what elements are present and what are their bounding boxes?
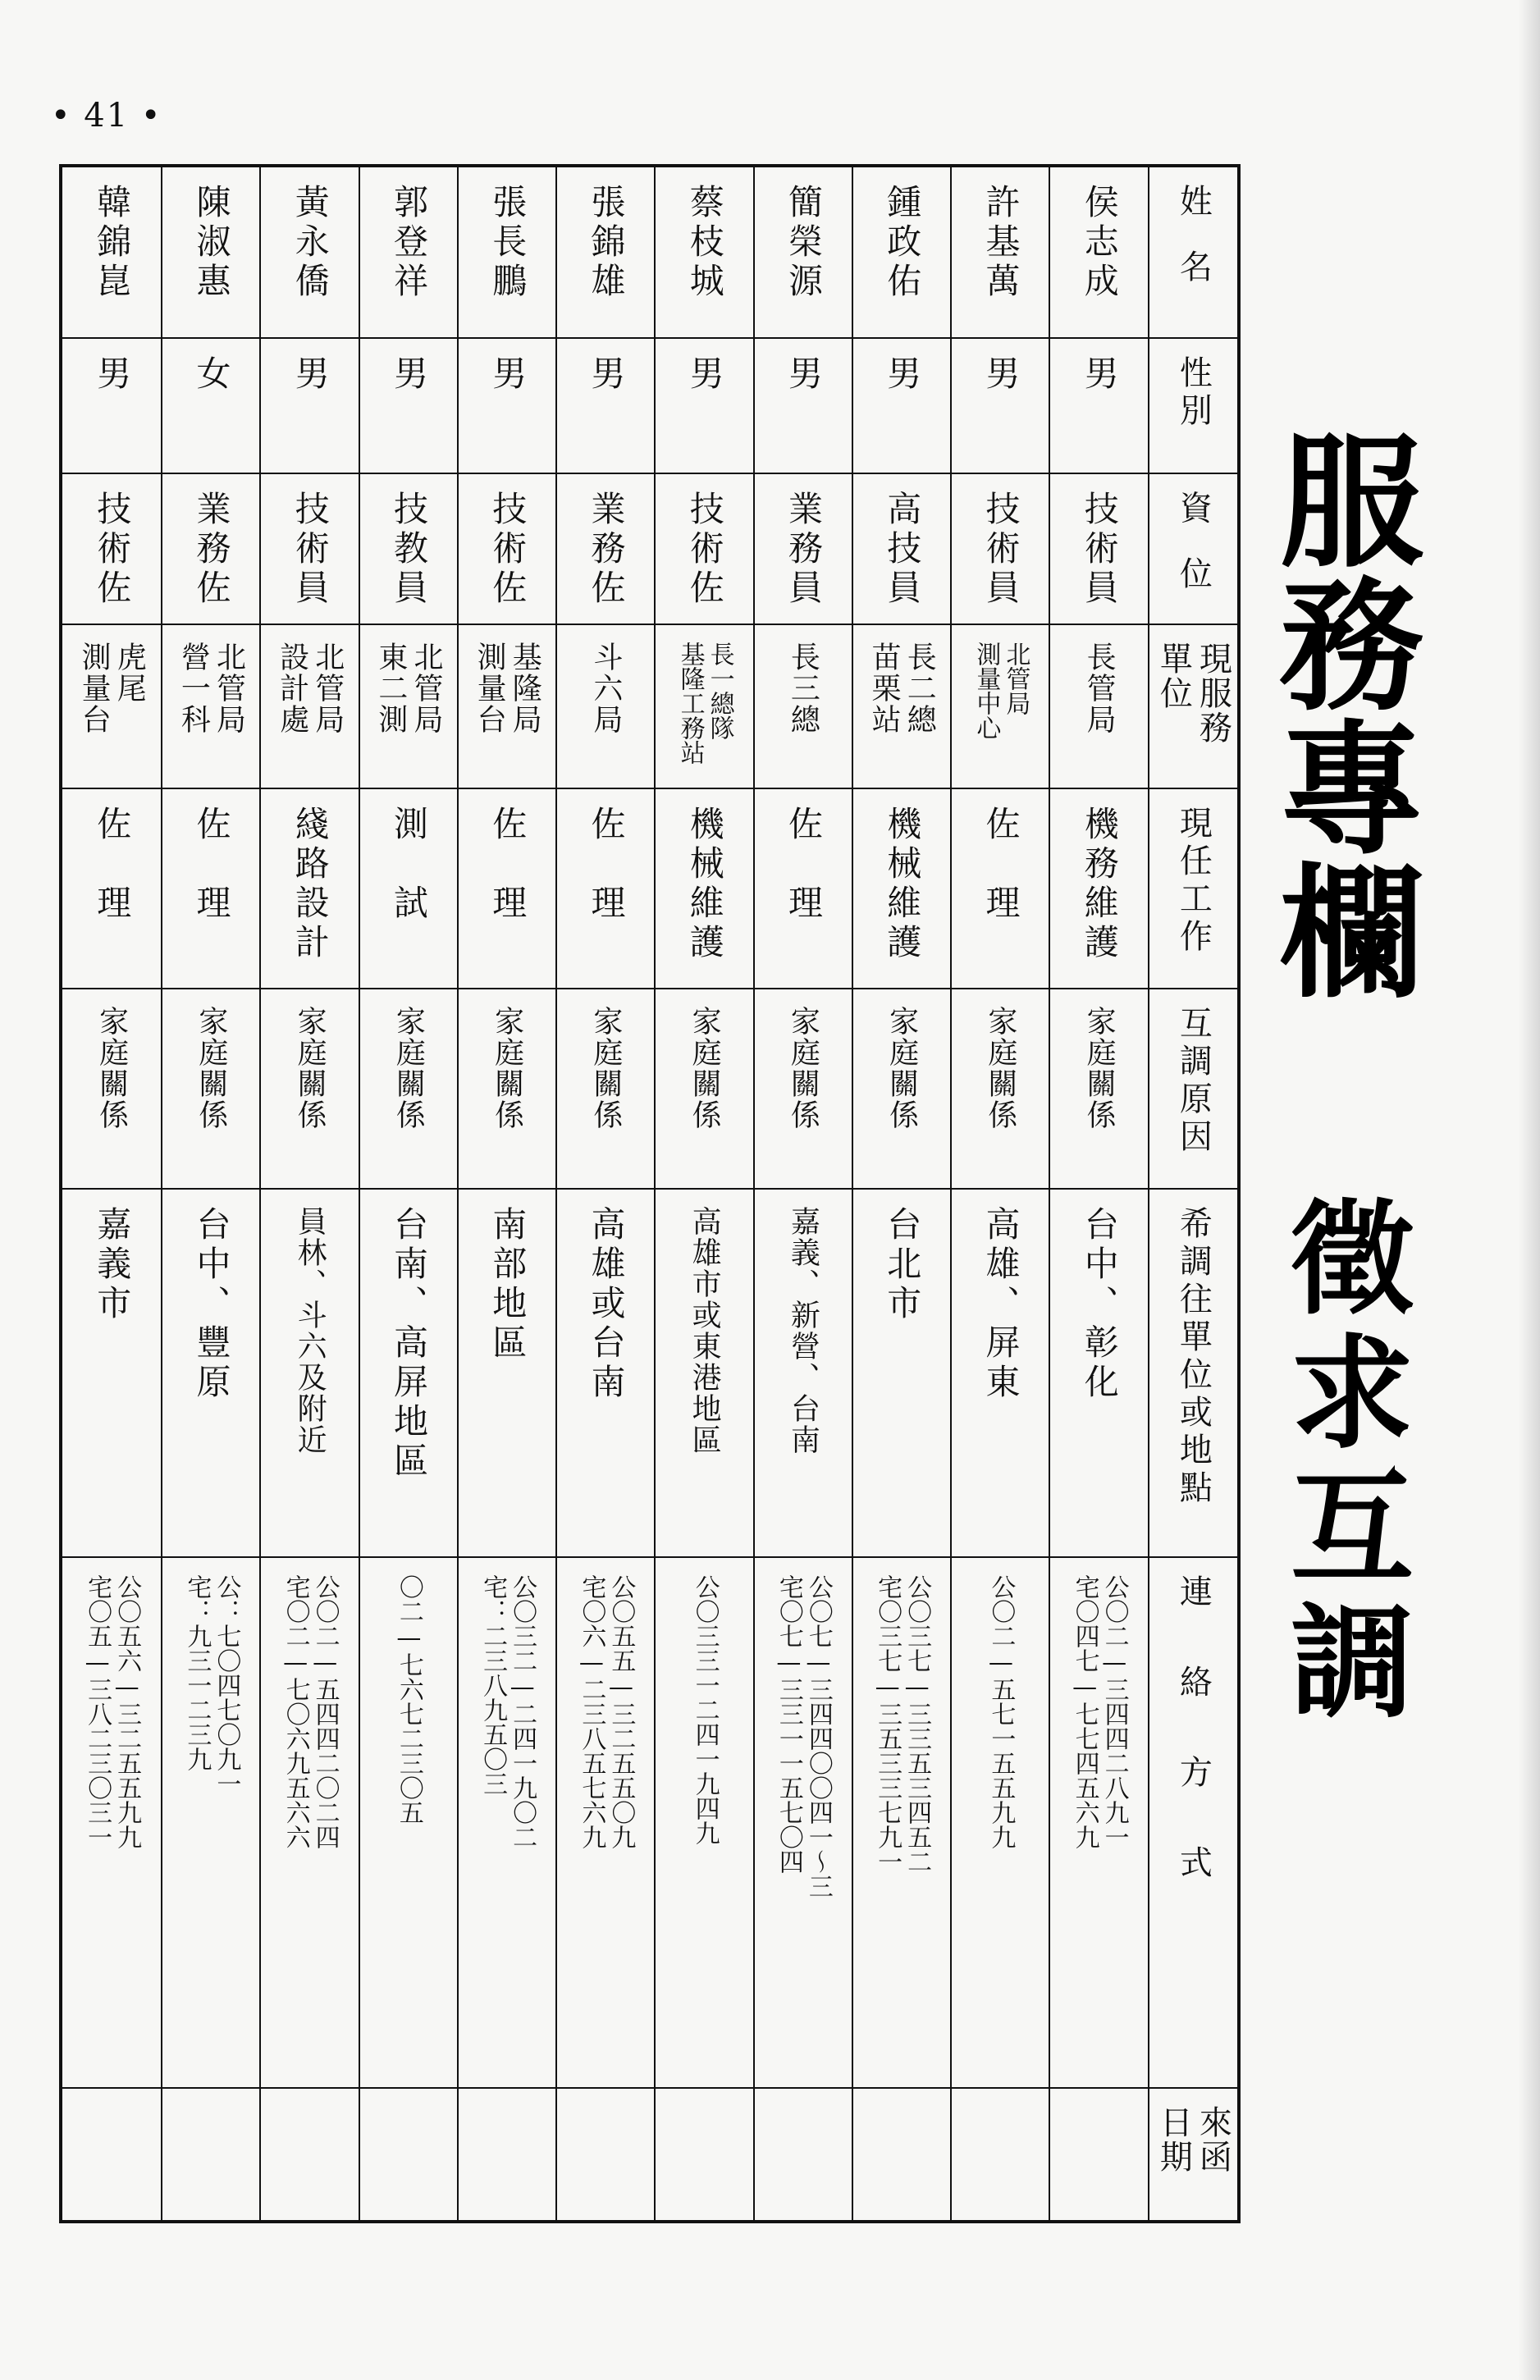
row-name-cell <box>360 167 457 339</box>
row-contact-line-2: 宅〇三七—三五三三七九一 <box>873 1574 903 1874</box>
row-unit-line-1: 北管局 <box>310 642 345 736</box>
header-reason-cell <box>1149 989 1237 1190</box>
row-contact-cell <box>360 1558 457 2090</box>
row-name-cell <box>557 167 654 339</box>
header-gender-cell <box>1149 339 1237 474</box>
table-row <box>654 167 752 2220</box>
row-contact-line-2: 宅：二三八九五〇三 <box>478 1574 508 1796</box>
row-unit: 長管局 <box>1082 642 1117 736</box>
row-place-cell <box>261 1190 358 1558</box>
row-reason-cell <box>952 989 1049 1190</box>
row-name-cell <box>853 167 950 339</box>
row-contact-line-2: 宅〇四七—七七四五六九 <box>1070 1574 1099 1849</box>
row-unit-line-1: 北管局 <box>212 642 246 736</box>
row-unit-line-1: 虎尾 <box>112 642 147 705</box>
row-duty: 綫路設計 <box>290 805 331 963</box>
row-gender: 男 <box>586 355 627 395</box>
row-gender-cell <box>261 339 358 474</box>
row-place-cell <box>853 1190 950 1558</box>
row-date-cell <box>557 2089 654 2220</box>
row-contact-line-1: 公〇三二—二四一九〇二 <box>508 1574 537 1849</box>
row-contact-line-2: 宅：九三一二三九 <box>182 1574 212 1771</box>
row-contact: 公〇三三一二四一九四九 <box>690 1574 720 1845</box>
table-row <box>359 167 457 2220</box>
header-place-cell <box>1149 1190 1237 1558</box>
row-place: 台北市 <box>882 1206 923 1325</box>
row-place: 台南、高屏地區 <box>389 1206 429 1482</box>
row-duty: 佐 理 <box>784 805 824 924</box>
row-date-cell <box>459 2089 555 2220</box>
row-date-cell <box>261 2089 358 2220</box>
row-reason: 家庭關係 <box>983 1005 1017 1131</box>
page-subtitle: 徵求互調 <box>1269 1194 1414 1732</box>
row-place: 高雄市或東港地區 <box>688 1206 722 1456</box>
row-gender: 男 <box>487 355 528 395</box>
row-contact-line-2: 宅〇二—七〇六九五六六 <box>281 1574 310 1849</box>
row-name-cell <box>459 167 555 339</box>
page-edge-shadow <box>1519 0 1540 2380</box>
row-duty: 佐 理 <box>487 805 528 924</box>
row-unit-line-1: 基隆局 <box>508 642 542 736</box>
row-place-cell <box>952 1190 1049 1558</box>
table-row <box>950 167 1049 2220</box>
row-reason: 家庭關係 <box>391 1005 426 1131</box>
header-duty: 現任工作 <box>1174 805 1213 957</box>
row-name: 鍾政佑 <box>882 184 923 302</box>
header-rank-cell <box>1149 474 1237 625</box>
row-name: 侯志成 <box>1079 184 1120 302</box>
row-reason: 家庭關係 <box>1082 1005 1117 1131</box>
row-duty-cell <box>261 789 358 989</box>
row-gender-cell <box>853 339 950 474</box>
row-duty-cell <box>360 789 457 989</box>
row-gender-cell <box>952 339 1049 474</box>
row-reason-cell <box>162 989 259 1190</box>
table-row <box>259 167 358 2220</box>
page-number: • 41 • <box>51 97 162 135</box>
row-rank: 技術佐 <box>684 490 725 609</box>
row-duty: 佐 理 <box>191 805 232 924</box>
row-name-cell <box>62 167 161 339</box>
row-place-cell <box>755 1190 852 1558</box>
row-unit: 斗六局 <box>588 642 623 736</box>
row-place: 高雄或台南 <box>586 1206 627 1404</box>
row-contact-cell <box>162 1558 259 2090</box>
row-reason-cell <box>459 989 555 1190</box>
row-duty-cell <box>853 789 950 989</box>
header-gender: 性別 <box>1174 355 1213 432</box>
row-place-cell <box>557 1190 654 1558</box>
row-contact-cell <box>1050 1558 1147 2090</box>
row-name-cell <box>261 167 358 339</box>
row-duty-cell <box>656 789 752 989</box>
row-name-cell <box>656 167 752 339</box>
row-unit-line-2: 測量台 <box>473 642 507 736</box>
row-contact-cell <box>952 1558 1049 2090</box>
row-unit: 長三總 <box>786 642 820 736</box>
row-gender-cell <box>360 339 457 474</box>
row-name-cell <box>755 167 852 339</box>
row-unit-cell <box>62 625 161 788</box>
row-gender: 男 <box>684 355 725 395</box>
header-name-cell <box>1149 167 1237 339</box>
table-row <box>62 167 161 2220</box>
row-reason: 家庭關係 <box>94 1005 129 1131</box>
row-gender-cell <box>755 339 852 474</box>
row-contact-line-1: 公：七〇四七〇九一 <box>212 1574 241 1796</box>
row-unit-cell <box>853 625 950 788</box>
header-date-line-2: 日期 <box>1154 2105 1193 2175</box>
row-name: 許基萬 <box>980 184 1021 302</box>
row-name-cell <box>1050 167 1147 339</box>
row-rank: 業務佐 <box>191 490 232 609</box>
row-duty-cell <box>459 789 555 989</box>
row-gender-cell <box>1050 339 1147 474</box>
header-date-cell <box>1149 2089 1237 2220</box>
header-rank: 資位 <box>1174 490 1213 622</box>
row-name-cell <box>162 167 259 339</box>
row-reason-cell <box>755 989 852 1190</box>
row-rank-cell <box>755 474 852 625</box>
table-row <box>753 167 852 2220</box>
row-unit-cell <box>557 625 654 788</box>
row-unit-cell <box>459 625 555 788</box>
page-title: 服務專欄 <box>1256 427 1423 1001</box>
table-row <box>161 167 259 2220</box>
table-row <box>852 167 950 2220</box>
row-reason: 家庭關係 <box>490 1005 524 1131</box>
row-rank-cell <box>360 474 457 625</box>
row-place: 嘉義市 <box>92 1206 133 1325</box>
row-reason-cell <box>62 989 161 1190</box>
row-duty: 測 試 <box>389 805 429 924</box>
row-reason: 家庭關係 <box>786 1005 820 1131</box>
row-unit-line-2: 營一科 <box>176 642 211 736</box>
row-gender-cell <box>62 339 161 474</box>
row-gender: 男 <box>1079 355 1120 395</box>
row-rank: 技術員 <box>1079 490 1120 609</box>
row-reason-cell <box>557 989 654 1190</box>
row-duty-cell <box>1050 789 1147 989</box>
row-date-cell <box>755 2089 852 2220</box>
row-place-cell <box>656 1190 752 1558</box>
row-place-cell <box>62 1190 161 1558</box>
row-reason-cell <box>1050 989 1147 1190</box>
row-place-cell <box>1050 1190 1147 1558</box>
row-gender-cell <box>459 339 555 474</box>
row-unit-line-2: 基隆工務站 <box>675 642 705 765</box>
row-place: 台中、彰化 <box>1079 1206 1120 1404</box>
row-reason: 家庭關係 <box>293 1005 327 1131</box>
transfer-request-table <box>59 164 1241 2223</box>
row-duty: 佐 理 <box>586 805 627 924</box>
row-unit-cell <box>1050 625 1147 788</box>
header-reason: 互調原因 <box>1174 1005 1213 1157</box>
row-name: 張錦雄 <box>586 184 627 302</box>
row-duty: 機械維護 <box>882 805 923 963</box>
row-place: 台中、豐原 <box>191 1206 232 1404</box>
row-name: 簡榮源 <box>784 184 824 302</box>
row-duty: 佐 理 <box>92 805 133 924</box>
row-gender: 男 <box>389 355 429 395</box>
row-name: 韓錦崑 <box>92 184 133 302</box>
row-gender: 男 <box>784 355 824 395</box>
row-duty: 機械維護 <box>684 805 725 963</box>
row-unit-line-1: 北管局 <box>1001 642 1030 716</box>
row-duty-cell <box>557 789 654 989</box>
row-rank-cell <box>1050 474 1147 625</box>
row-unit-cell <box>261 625 358 788</box>
row-contact: 公〇二—五七一五五九九 <box>986 1574 1016 1849</box>
row-duty: 佐 理 <box>980 805 1021 924</box>
row-contact-line-1: 公〇二—五四四二〇二四 <box>310 1574 340 1849</box>
row-contact-line-1: 公〇二—三四四二八九一 <box>1099 1574 1129 1849</box>
row-unit-cell <box>360 625 457 788</box>
row-unit-line-2: 測量中心 <box>971 642 1001 741</box>
row-rank: 技術佐 <box>487 490 528 609</box>
row-rank-cell <box>62 474 161 625</box>
row-gender-cell <box>557 339 654 474</box>
row-name-cell <box>952 167 1049 339</box>
row-unit-line-2: 苗栗站 <box>867 642 902 736</box>
row-contact-line-2: 宅〇六—二三八五七六九 <box>577 1574 606 1849</box>
row-name: 陳淑惠 <box>191 184 232 302</box>
row-unit-line-2: 設計處 <box>275 642 309 736</box>
row-contact-line-1: 公〇五六—三二五五九九 <box>112 1574 142 1849</box>
row-unit-line-2: 東二測 <box>373 642 408 736</box>
row-rank: 業務員 <box>784 490 824 609</box>
row-contact-line-1: 公〇五五—三二五五〇九 <box>606 1574 636 1849</box>
row-gender: 男 <box>290 355 331 395</box>
row-rank-cell <box>853 474 950 625</box>
row-gender-cell <box>656 339 752 474</box>
row-unit-line-1: 長一總隊 <box>705 642 734 741</box>
row-gender: 男 <box>980 355 1021 395</box>
row-name: 蔡枝城 <box>684 184 725 302</box>
row-unit-line-1: 北管局 <box>409 642 443 736</box>
row-unit-cell <box>162 625 259 788</box>
row-unit-cell <box>755 625 852 788</box>
row-rank: 技教員 <box>389 490 429 609</box>
row-unit-line-1: 長二總 <box>903 642 937 736</box>
row-contact-line-1: 公〇七—三四四〇〇四一〜三 <box>803 1574 833 1898</box>
row-name: 張長鵬 <box>487 184 528 302</box>
header-duty-cell <box>1149 789 1237 989</box>
header-unit-line-1: 現服務 <box>1194 642 1232 746</box>
row-contact-cell <box>557 1558 654 2090</box>
row-date-cell <box>952 2089 1049 2220</box>
row-place: 嘉義、新營、台南 <box>786 1206 820 1456</box>
row-name: 郭登祥 <box>389 184 429 302</box>
row-rank: 技術員 <box>290 490 331 609</box>
row-rank: 技術佐 <box>92 490 133 609</box>
row-date-cell <box>656 2089 752 2220</box>
row-contact-cell <box>62 1558 161 2090</box>
row-contact-cell <box>261 1558 358 2090</box>
row-date-cell <box>162 2089 259 2220</box>
header-unit-line-2: 單位 <box>1154 642 1193 711</box>
row-rank-cell <box>162 474 259 625</box>
header-date-line-1: 來函 <box>1194 2105 1232 2175</box>
header-unit-cell <box>1149 625 1237 788</box>
row-rank-cell <box>656 474 752 625</box>
row-gender: 男 <box>882 355 923 395</box>
row-duty-cell <box>162 789 259 989</box>
row-duty-cell <box>755 789 852 989</box>
header-name: 姓名 <box>1174 184 1213 315</box>
row-rank-cell <box>459 474 555 625</box>
row-name: 黃永僑 <box>290 184 331 302</box>
row-reason: 家庭關係 <box>688 1005 722 1131</box>
row-rank-cell <box>952 474 1049 625</box>
row-unit-line-2: 測量台 <box>77 642 112 736</box>
row-contact-line-2: 宅〇七—三三一一五七〇四 <box>774 1574 803 1874</box>
table-row <box>555 167 654 2220</box>
row-rank: 業務佐 <box>586 490 627 609</box>
row-reason-cell <box>261 989 358 1190</box>
row-duty-cell <box>62 789 161 989</box>
row-contact-line-1: 公〇三七—三三五三四五二 <box>903 1574 932 1874</box>
row-rank: 技術員 <box>980 490 1021 609</box>
row-contact-cell <box>755 1558 852 2090</box>
row-date-cell <box>360 2089 457 2220</box>
row-rank: 高技員 <box>882 490 923 609</box>
row-contact-cell <box>459 1558 555 2090</box>
row-date-cell <box>1050 2089 1147 2220</box>
row-date-cell <box>62 2089 161 2220</box>
table-header-column <box>1148 167 1237 2220</box>
row-contact: 〇二—七六七二三〇五 <box>394 1574 423 1825</box>
header-place: 希調往單位或地點 <box>1174 1206 1213 1509</box>
row-place: 高雄、屏東 <box>980 1206 1021 1404</box>
row-gender: 女 <box>191 355 232 395</box>
row-date-cell <box>853 2089 950 2220</box>
row-duty: 機務維護 <box>1079 805 1120 963</box>
row-rank-cell <box>261 474 358 625</box>
row-duty-cell <box>952 789 1049 989</box>
row-unit-cell <box>952 625 1049 788</box>
row-place-cell <box>162 1190 259 1558</box>
row-unit-cell <box>656 625 752 788</box>
table-row <box>1049 167 1147 2220</box>
header-contact-cell <box>1149 1558 1237 2090</box>
row-place: 南部地區 <box>487 1206 528 1364</box>
header-contact: 連絡方式 <box>1174 1574 1213 1935</box>
row-reason-cell <box>360 989 457 1190</box>
row-contact-cell <box>853 1558 950 2090</box>
row-contact-line-2: 宅〇五—三八二三〇三一 <box>83 1574 112 1849</box>
row-reason: 家庭關係 <box>884 1005 919 1131</box>
row-rank-cell <box>557 474 654 625</box>
row-contact-cell <box>656 1558 752 2090</box>
row-place-cell <box>360 1190 457 1558</box>
row-place: 員林、斗六及附近 <box>293 1206 327 1456</box>
row-reason: 家庭關係 <box>588 1005 623 1131</box>
row-reason-cell <box>656 989 752 1190</box>
row-gender: 男 <box>92 355 133 395</box>
row-reason: 家庭關係 <box>194 1005 228 1131</box>
table-row <box>457 167 555 2220</box>
row-place-cell <box>459 1190 555 1558</box>
row-gender-cell <box>162 339 259 474</box>
row-reason-cell <box>853 989 950 1190</box>
